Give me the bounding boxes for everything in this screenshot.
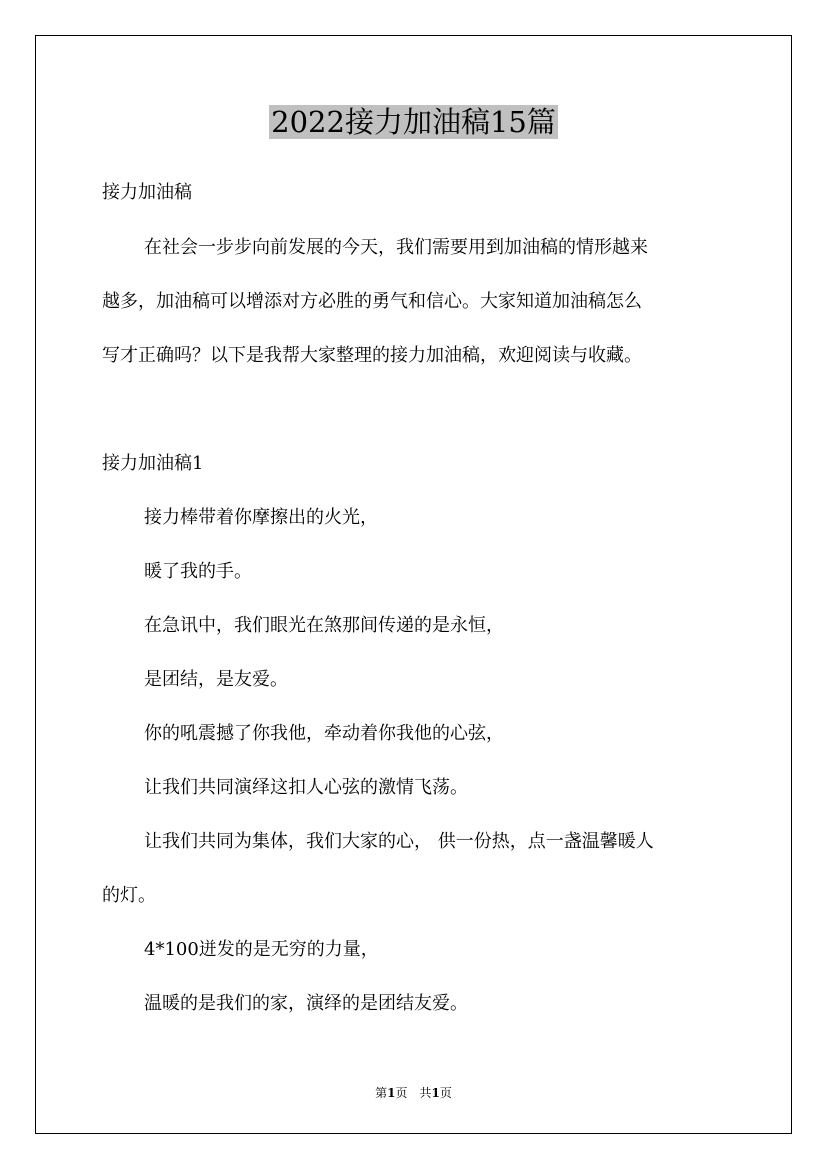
section1-line-8: 的灯。 xyxy=(102,885,156,906)
section1-line-7: 让我们共同为集体，我们大家的心， 供一份热，点一盏温馨暖人 xyxy=(144,831,654,852)
section1-line-2: 暖了我的手。 xyxy=(144,561,252,582)
footer-total-pages: 1 xyxy=(431,1086,440,1100)
footer-suffix: 页 xyxy=(439,1086,452,1100)
document-title-text: 2022接力加油稿15篇 xyxy=(271,105,556,139)
section1-line-6: 让我们共同演绎这扣人心弦的激情飞荡。 xyxy=(144,777,468,798)
intro-line-3: 写才正确吗？以下是我帮大家整理的接力加油稿，欢迎阅读与收藏。 xyxy=(102,345,642,366)
section1-line-1: 接力棒带着你摩擦出的火光， xyxy=(144,507,378,528)
intro-line-2: 越多，加油稿可以增添对方必胜的勇气和信心。大家知道加油稿怎么 xyxy=(102,291,642,312)
intro-heading: 接力加油稿 xyxy=(102,182,192,203)
section1-line-9: 4*100迸发的是无穷的力量， xyxy=(144,939,379,960)
footer-prefix: 第 xyxy=(375,1086,388,1100)
document-title xyxy=(0,103,827,141)
footer-mid: 页 共 xyxy=(395,1086,432,1100)
page-footer xyxy=(0,1085,827,1101)
section1-line-4: 是团结，是友爱。 xyxy=(144,669,288,690)
intro-line-1: 在社会一步步向前发展的今天，我们需要用到加油稿的情形越来 xyxy=(144,237,648,258)
footer-current-page: 1 xyxy=(387,1086,396,1100)
section1-heading: 接力加油稿1 xyxy=(102,453,204,474)
section1-line-3: 在急讯中，我们眼光在煞那间传递的是永恒， xyxy=(144,615,504,636)
section1-line-5: 你的吼震撼了你我他，牵动着你我他的心弦， xyxy=(144,723,504,744)
section1-line-10: 温暖的是我们的家，演绎的是团结友爱。 xyxy=(144,993,468,1014)
